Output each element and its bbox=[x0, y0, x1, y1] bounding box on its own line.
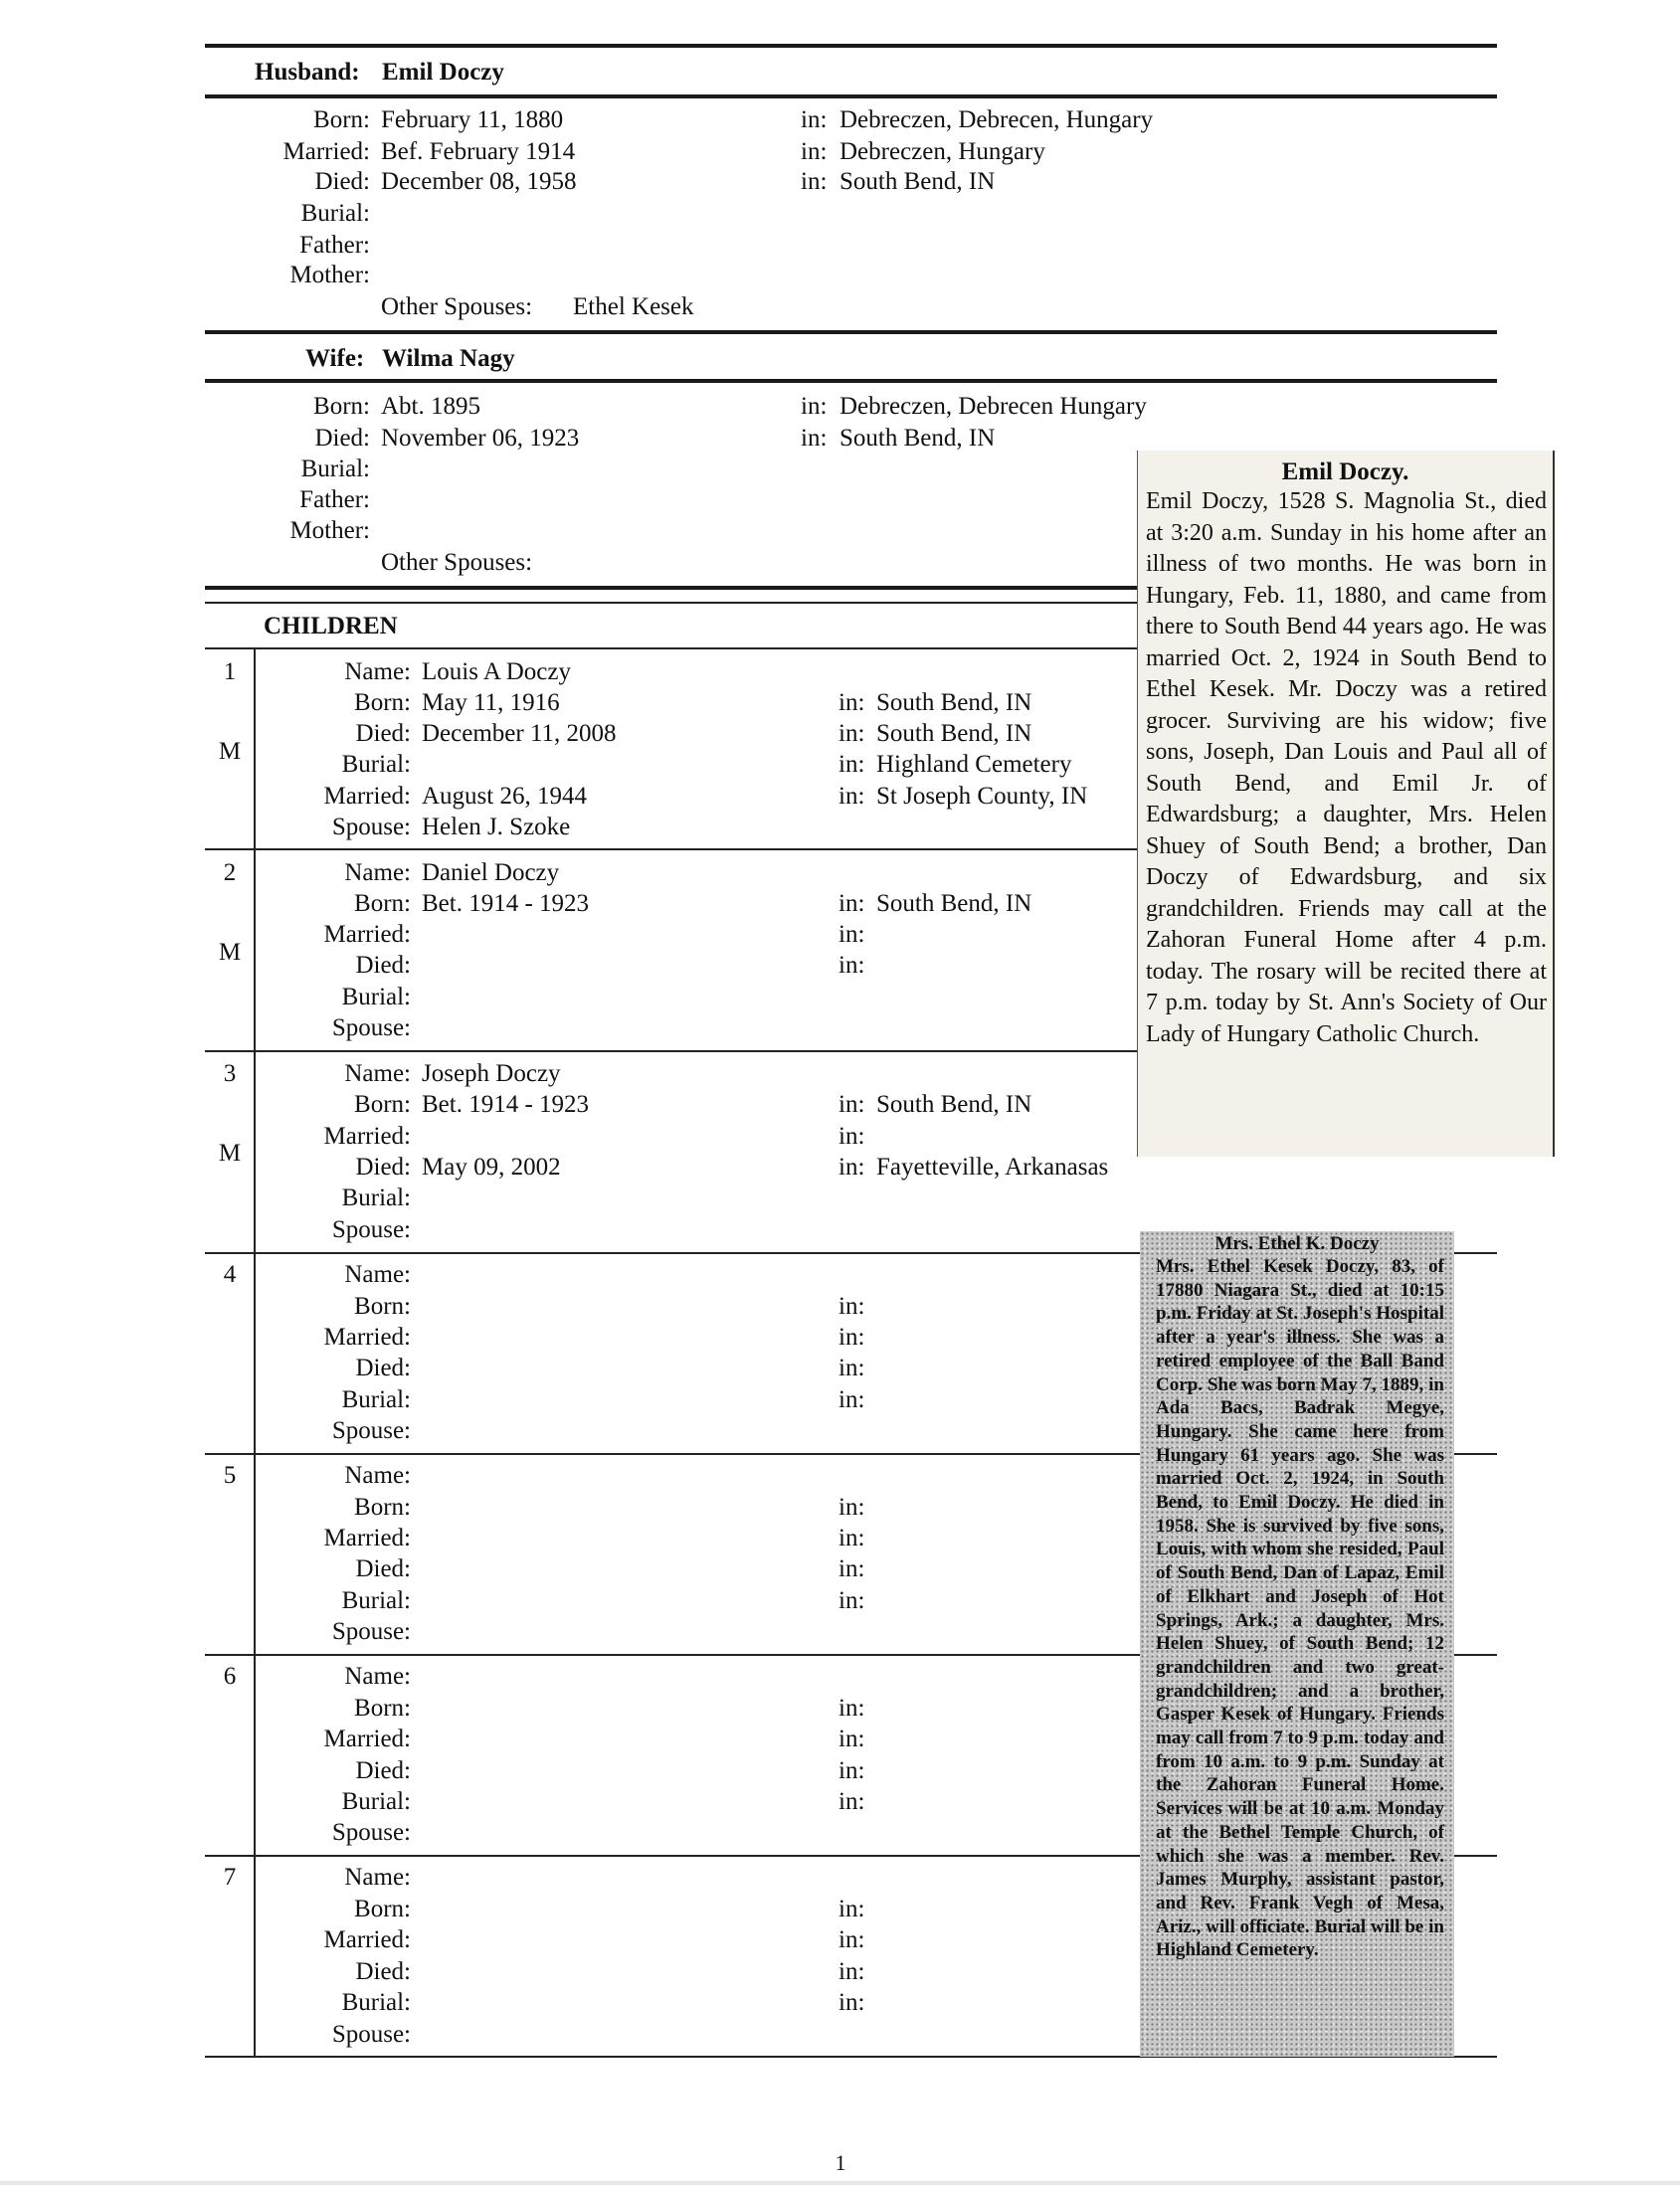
child-7-died-in: in: bbox=[839, 1958, 865, 1985]
child-7-married-label: Married: bbox=[323, 1926, 411, 1953]
top-rule bbox=[205, 44, 1497, 48]
page-number: 1 bbox=[835, 2150, 846, 2175]
child-7-married-in: in: bbox=[839, 1926, 865, 1953]
husband-born-place: Debreczen, Debrecen, Hungary bbox=[840, 106, 1154, 133]
child-1-number: 1 bbox=[223, 658, 237, 685]
child-5-married-in: in: bbox=[839, 1525, 865, 1551]
child-2-married-label: Married: bbox=[323, 921, 411, 948]
wife-rule bbox=[205, 379, 1497, 383]
child-6-died-in: in: bbox=[839, 1757, 865, 1784]
wife-top-rule bbox=[205, 330, 1497, 334]
child-1-married-place: St Joseph County, IN bbox=[876, 783, 1088, 810]
child-5-spouse-label: Spouse: bbox=[331, 1618, 411, 1645]
child-5-burial-label: Burial: bbox=[341, 1587, 411, 1614]
wife-name: Wilma Nagy bbox=[382, 345, 515, 372]
obituary-emil-title: Emil Doczy. bbox=[1281, 458, 1409, 485]
obituary-clipping-ethel bbox=[1140, 1231, 1454, 2057]
husband-father-label: Father: bbox=[299, 232, 370, 259]
child-7-died-label: Died: bbox=[355, 1958, 411, 1985]
child-2-name: Daniel Doczy bbox=[422, 859, 560, 886]
husband-rule bbox=[205, 94, 1497, 98]
child-2-died-in: in: bbox=[839, 952, 865, 979]
husband-married-place: Debreczen, Hungary bbox=[840, 138, 1045, 165]
child-4-burial-label: Burial: bbox=[341, 1386, 411, 1413]
child-4-name-label: Name: bbox=[344, 1261, 411, 1288]
child-1-died-place: South Bend, IN bbox=[876, 720, 1032, 747]
child-4-born-in: in: bbox=[839, 1293, 865, 1320]
child-2-name-label: Name: bbox=[344, 859, 411, 886]
wife-born-place: Debreczen, Debrecen Hungary bbox=[840, 393, 1147, 420]
child-4-died-label: Died: bbox=[355, 1355, 411, 1381]
child-2-born: Bet. 1914 - 1923 bbox=[422, 890, 590, 917]
wife-heading-label: Wife: bbox=[305, 345, 365, 372]
child-7-burial-label: Burial: bbox=[341, 1989, 411, 2016]
child-1-born-label: Born: bbox=[354, 689, 411, 716]
child-6-born-in: in: bbox=[839, 1695, 865, 1722]
child-1-sex: M bbox=[218, 738, 242, 765]
child-7-burial-in: in: bbox=[839, 1989, 865, 2016]
wife-died-in-label: in: bbox=[801, 425, 828, 452]
obituary-emil-body: Emil Doczy, 1528 S. Magnolia St., died at 3:20 a.m. Sunday in his home after an illness of two months. He was born in Hungary, Feb. 11, 1880, and came from there to South Bend 44 years ago. He was married Oct. 2, 1924 in South Bend to Ethel Kesek. Mr. Doczy was a retired grocer. Surviving are his widow; five sons, Joseph, Dan Louis and Paul all of South Bend, and Emil Jr. of Edwardsburg; a daughter, Mrs. Helen Shuey of South Bend; a brother, Dan Doczy of Edwardsburg, and six grandchildren. Friends may call at the Zahoran Funeral Home after 4 p.m. today. The rosary will be recited there at 7 p.m. today by St. Ann's Society of Our Lady of Hungary Catholic Church. bbox=[1146, 488, 1547, 1047]
child-2-spouse-label: Spouse: bbox=[331, 1014, 411, 1041]
child-6-born-label: Born: bbox=[354, 1695, 411, 1722]
child-1-spouse-label: Spouse: bbox=[331, 814, 411, 840]
obituary-ethel-body: Mrs. Ethel Kesek Doczy, 83, of 17880 Niagara St., died at 10:15 p.m. Friday at St. Joseph's Hospital after a year's illness. She was a retired employee of the Ball Band Corp. She was born May 7, 1889, in Ada Bacs, Badrak Megye, Hungary. She came here from Hungary 61 years ago. She was married Oct. 2, 1924, in South Bend, to Emil Doczy. He died in 1958. She is survived by five sons, Louis, with whom she resided, Paul of South Bend, Dan of Lapaz, Emil of Elkhart and Joseph of Hot Springs, Ark.; a daughter, Mrs. Helen Shuey, of South Bend; 12 grandchildren and two great-grandchildren; and a brother, Gasper Kesek of Hungary. Friends may call from 7 to 9 p.m. today and from 10 a.m. to 9 p.m. Sunday at the Zahoran Funeral Home. Services will be at 10 a.m. Monday at the Bethel Temple Church, of which she was a member. Rev. James Murphy, assistant pastor, and Rev. Frank Vegh of Mesa, Ariz., will officiate. Burial will be in Highland Cemetery. bbox=[1156, 1256, 1444, 1961]
husband-married-in-label: in: bbox=[801, 138, 828, 165]
child-7-born-label: Born: bbox=[354, 1896, 411, 1922]
children-heading: CHILDREN bbox=[264, 613, 398, 639]
child-6-name-label: Name: bbox=[344, 1663, 411, 1690]
child-3-burial-label: Burial: bbox=[341, 1184, 411, 1211]
child-1-married-label: Married: bbox=[323, 783, 411, 810]
child-3-born-in: in: bbox=[839, 1091, 865, 1118]
child-1-married-in: in: bbox=[839, 783, 865, 810]
child-3-born: Bet. 1914 - 1923 bbox=[422, 1091, 590, 1118]
child-6-married-label: Married: bbox=[323, 1726, 411, 1752]
child-1-burial-place: Highland Cemetery bbox=[876, 751, 1072, 778]
child-2-sex: M bbox=[218, 939, 242, 966]
husband-burial-label: Burial: bbox=[300, 200, 370, 227]
husband-born: February 11, 1880 bbox=[381, 106, 564, 133]
child-4-married-in: in: bbox=[839, 1324, 865, 1351]
child-1-died: December 11, 2008 bbox=[422, 720, 617, 747]
husband-born-label: Born: bbox=[313, 106, 370, 133]
husband-died: December 08, 1958 bbox=[381, 168, 577, 195]
child-5-married-label: Married: bbox=[323, 1525, 411, 1551]
child-2-born-in: in: bbox=[839, 890, 865, 917]
child-1-name: Louis A Doczy bbox=[422, 658, 571, 685]
child-2-born-label: Born: bbox=[354, 890, 411, 917]
child-2-married-in: in: bbox=[839, 921, 865, 948]
children-column-divider bbox=[254, 647, 256, 2057]
child-4-spouse-label: Spouse: bbox=[331, 1417, 411, 1444]
child-5-number: 5 bbox=[223, 1462, 237, 1489]
child-5-born-in: in: bbox=[839, 1494, 865, 1521]
child-4-married-label: Married: bbox=[323, 1324, 411, 1351]
wife-died-place: South Bend, IN bbox=[840, 425, 996, 452]
wife-other-spouses-label: Other Spouses: bbox=[381, 549, 533, 576]
wife-died-label: Died: bbox=[314, 425, 370, 452]
child-3-born-place: South Bend, IN bbox=[876, 1091, 1032, 1118]
child-1-spouse: Helen J. Szoke bbox=[422, 814, 571, 840]
child-2-rule bbox=[205, 1050, 1140, 1052]
child-7-name-label: Name: bbox=[344, 1864, 411, 1891]
child-5-burial-in: in: bbox=[839, 1587, 865, 1614]
child-4-born-label: Born: bbox=[354, 1293, 411, 1320]
child-2-died-label: Died: bbox=[355, 952, 411, 979]
obituary-ethel-title: Mrs. Ethel K. Doczy bbox=[1214, 1233, 1380, 1254]
husband-other-spouses: Ethel Kesek bbox=[573, 293, 694, 320]
husband-born-in-label: in: bbox=[801, 106, 828, 133]
child-1-rule bbox=[205, 848, 1140, 850]
husband-married: Bef. February 1914 bbox=[381, 138, 576, 165]
child-5-died-in: in: bbox=[839, 1555, 865, 1582]
child-1-married: August 26, 1944 bbox=[422, 783, 587, 810]
child-6-number: 6 bbox=[223, 1663, 237, 1690]
child-6-died-label: Died: bbox=[355, 1757, 411, 1784]
husband-mother-label: Mother: bbox=[289, 262, 370, 288]
child-1-born-in: in: bbox=[839, 689, 865, 716]
child-3-died-place: Fayetteville, Arkanasas bbox=[876, 1154, 1109, 1181]
child-3-number: 3 bbox=[223, 1060, 237, 1087]
child-3-married-label: Married: bbox=[323, 1123, 411, 1150]
child-2-burial-label: Burial: bbox=[341, 984, 411, 1010]
child-1-name-label: Name: bbox=[344, 658, 411, 685]
child-3-name-label: Name: bbox=[344, 1060, 411, 1087]
wife-father-label: Father: bbox=[299, 486, 370, 513]
husband-died-label: Died: bbox=[314, 168, 370, 195]
husband-died-in-label: in: bbox=[801, 168, 828, 195]
child-2-number: 2 bbox=[223, 859, 237, 886]
child-3-spouse-label: Spouse: bbox=[331, 1216, 411, 1243]
child-1-died-label: Died: bbox=[355, 720, 411, 747]
husband-other-spouses-label: Other Spouses: bbox=[381, 293, 533, 320]
wife-mother-label: Mother: bbox=[289, 517, 370, 544]
child-1-burial-label: Burial: bbox=[341, 751, 411, 778]
husband-married-label: Married: bbox=[282, 138, 370, 165]
child-3-sex: M bbox=[218, 1140, 242, 1167]
child-4-number: 4 bbox=[223, 1261, 237, 1288]
child-3-born-label: Born: bbox=[354, 1091, 411, 1118]
child-6-married-in: in: bbox=[839, 1726, 865, 1752]
child-2-born-place: South Bend, IN bbox=[876, 890, 1032, 917]
wife-born-in-label: in: bbox=[801, 393, 828, 420]
wife-born-label: Born: bbox=[313, 393, 370, 420]
wife-born: Abt. 1895 bbox=[381, 393, 480, 420]
child-5-born-label: Born: bbox=[354, 1494, 411, 1521]
children-sub-rule bbox=[205, 602, 1140, 604]
child-7-number: 7 bbox=[223, 1864, 237, 1891]
husband-heading-label: Husband: bbox=[255, 59, 360, 86]
child-1-born: May 11, 1916 bbox=[422, 689, 560, 716]
child-1-born-place: South Bend, IN bbox=[876, 689, 1032, 716]
child-7-born-in: in: bbox=[839, 1896, 865, 1922]
child-3-died-in: in: bbox=[839, 1154, 865, 1181]
husband-died-place: South Bend, IN bbox=[840, 168, 996, 195]
child-4-died-in: in: bbox=[839, 1355, 865, 1381]
child-3-name: Joseph Doczy bbox=[422, 1060, 561, 1087]
child-5-died-label: Died: bbox=[355, 1555, 411, 1582]
obituary-clipping-emil bbox=[1137, 451, 1555, 1157]
child-4-burial-in: in: bbox=[839, 1386, 865, 1413]
children-header-rule bbox=[205, 647, 1140, 649]
scan-bottom-edge bbox=[0, 2181, 1680, 2185]
child-6-burial-in: in: bbox=[839, 1788, 865, 1815]
child-3-died: May 09, 2002 bbox=[422, 1154, 561, 1181]
child-1-died-in: in: bbox=[839, 720, 865, 747]
child-7-spouse-label: Spouse: bbox=[331, 2021, 411, 2048]
child-1-burial-in: in: bbox=[839, 751, 865, 778]
wife-burial-label: Burial: bbox=[300, 455, 370, 482]
child-3-married-in: in: bbox=[839, 1123, 865, 1150]
child-5-name-label: Name: bbox=[344, 1462, 411, 1489]
children-top-rule bbox=[205, 586, 1140, 590]
child-6-spouse-label: Spouse: bbox=[331, 1819, 411, 1846]
wife-died: November 06, 1923 bbox=[381, 425, 580, 452]
husband-name: Emil Doczy bbox=[382, 59, 504, 86]
child-6-burial-label: Burial: bbox=[341, 1788, 411, 1815]
child-3-died-label: Died: bbox=[355, 1154, 411, 1181]
